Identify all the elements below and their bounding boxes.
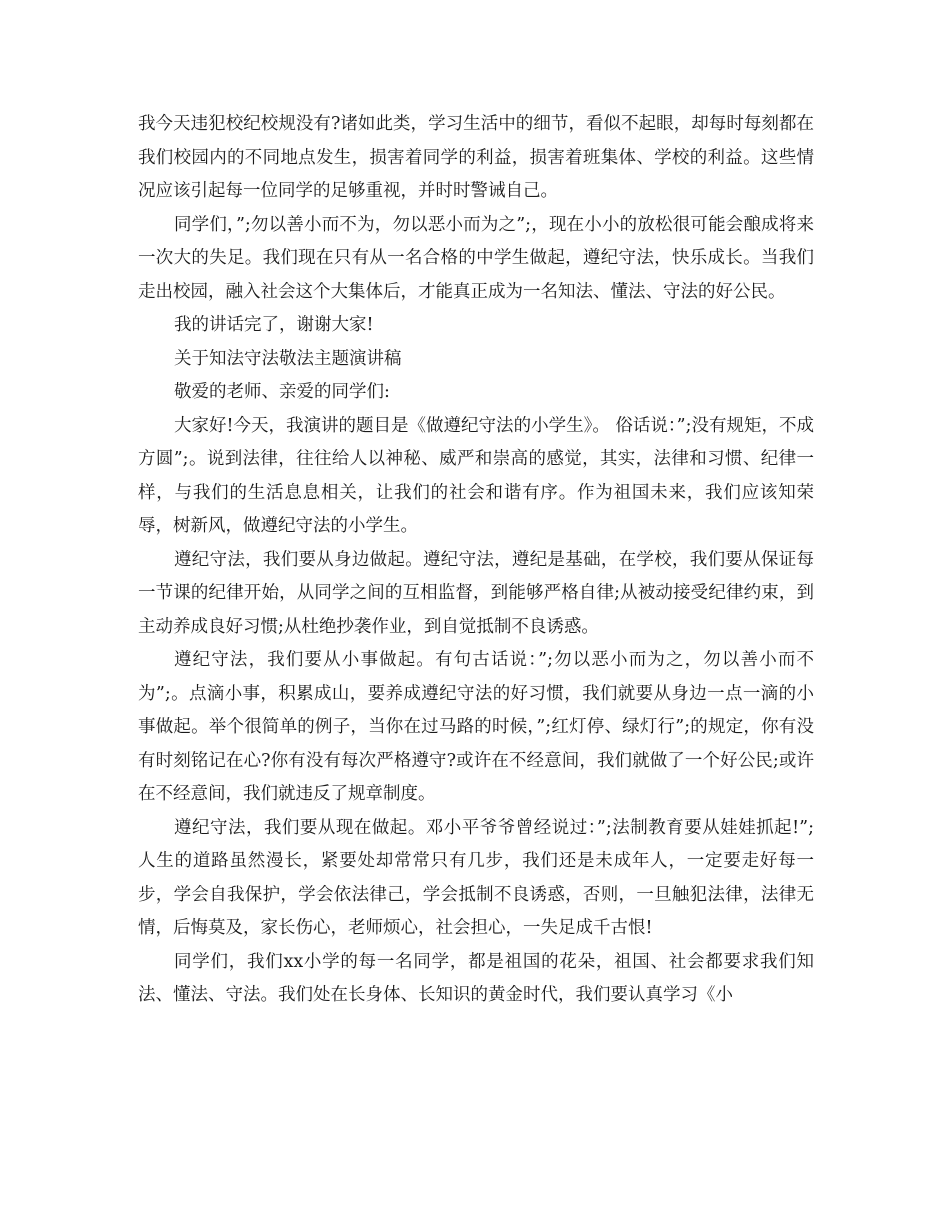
paragraph: 同学们，我们xx小学的每一名同学，都是祖国的花朵，祖国、社会都要求我们知法、懂法、守法。我们处在长身体、长知识的黄金时代，我们要认真学习《小 xyxy=(138,951,814,1005)
paragraph: 同学们，”;勿以善小而不为，勿以恶小而为之”;，现在小小的放松很可能会酿成将来一次大的失足。我们现在只有从一名合格的中学生做起，遵纪守法，快乐成长。当我们走出校园，融入社会这个大集体后，才能真正成为一名知法、懂法、守法的好公民。 xyxy=(138,214,814,302)
paragraph: 我的讲话完了，谢谢大家! xyxy=(174,315,374,335)
salutation: 敬爱的老师、亲爱的同学们: xyxy=(174,382,390,402)
paragraph: 遵纪守法，我们要从小事做起。有句古话说：”;勿以恶小而为之，勿以善小而不为”;。点滴小事，积累成山，要养成遵纪守法的好习惯，我们就要从身边一点一滴的小事做起。举个很简单的例子，当你在过马路的时候，”;红灯停、绿灯行”;的规定，你有没有时刻铭记在心?你有没有每次严格遵守?或许在不经意间，我们就做了一个好公民;或许在不经意间，我们就违反了规章制度。 xyxy=(138,650,814,804)
paragraph: 我今天违犯校纪校规没有?诸如此类，学习生活中的细节，看似不起眼，却每时每刻都在我们校园内的不同地点发生，损害着同学的利益，损害着班集体、学校的利益。这些情况应该引起每一位同学的足够重视，并时时警诫自己。 xyxy=(138,114,814,201)
paragraph: 遵纪守法，我们要从现在做起。邓小平爷爷曾经说过：”;法制教育要从娃娃抓起!”;人生的道路虽然漫长，紧要处却常常只有几步，我们还是未成年人，一定要走好每一步，学会自我保护，学会依法律己，学会抵制不良诱惑，否则，一旦触犯法律，法律无情，后悔莫及，家长伤心，老师烦心，社会担心，一失足成千古恨! xyxy=(138,817,814,938)
paragraph: 遵纪守法，我们要从身边做起。遵纪守法，遵纪是基础，在学校，我们要从保证每一节课的纪律开始，从同学之间的互相监督，到能够严格自律;从被动接受纪律约束，到主动养成良好习惯;从杜绝抄袭作业，到自觉抵制不良诱惑。 xyxy=(138,549,814,637)
section-title: 关于知法守法敬法主题演讲稿 xyxy=(174,348,402,369)
paragraph: 大家好!今天，我演讲的题目是《做遵纪守法的小学生》。 俗话说：”;没有规矩，不成方圆”;。说到法律，往往给人以神秘、威严和崇高的感觉，其实，法律和习惯、纪律一样，与我们的生活息息相关，让我们的社会和谐有序。作为祖国未来，我们应该知荣辱，树新风，做遵纪守法的小学生。 xyxy=(138,415,814,536)
document-body xyxy=(138,108,814,1013)
